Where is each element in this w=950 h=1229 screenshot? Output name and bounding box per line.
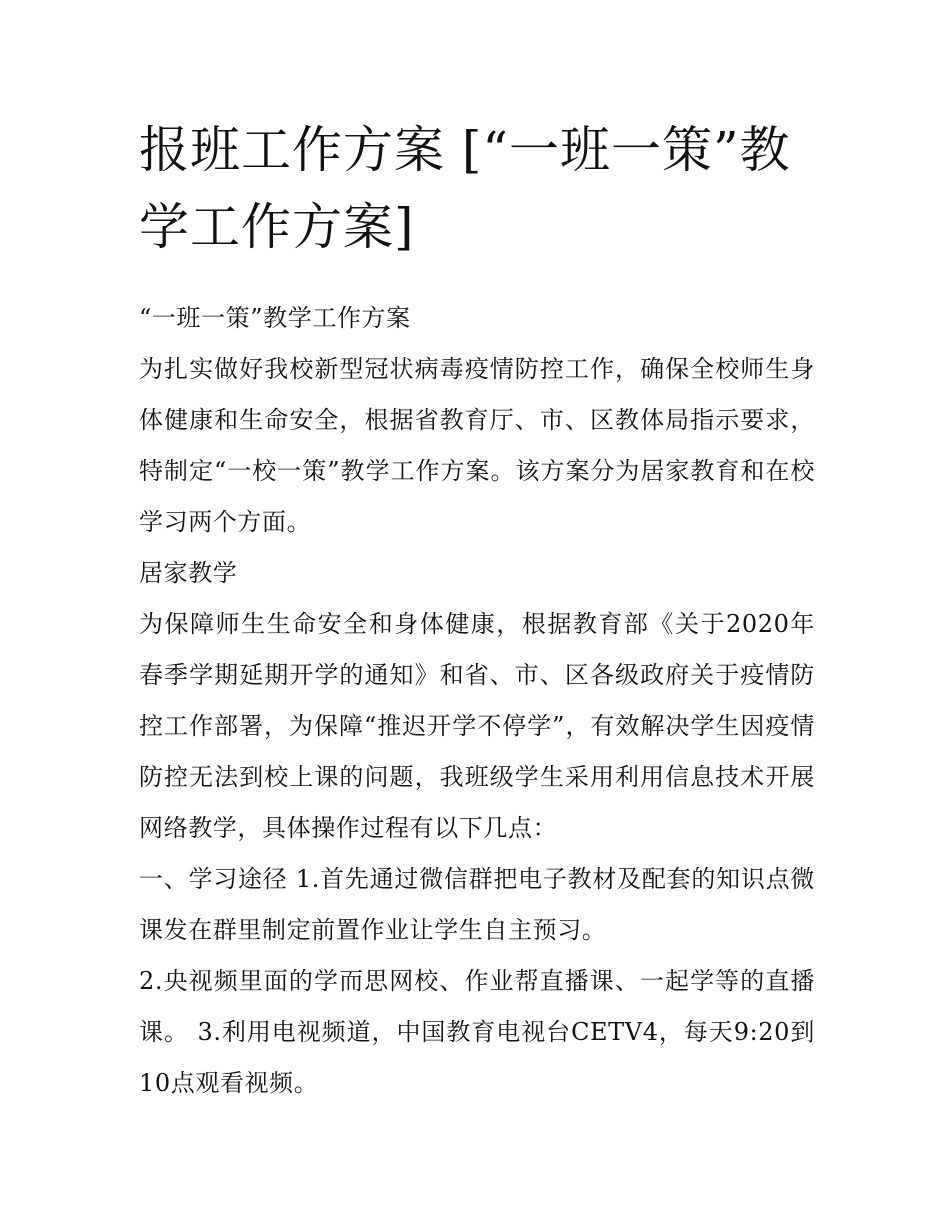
intro-paragraph: 为扎实做好我校新型冠状病毒疫情防控工作，确保全校师生身体健康和生命安全，根据省教育厅、市、区教体局指示要求，特制定“一校一策”教学工作方案。该方案分为居家教育和在校学习两个方面。	[139, 355, 815, 536]
home-teaching-paragraph: 为保障师生生命安全和身体健康，根据教育部《关于2020年春季学期延期开学的通知》和省、市、区各级政府关于疫情防控工作部署，为保障“推迟开学不停学”，有效解决学生因疫情防控无法到校上课的问题，我班级学生采用利用信息技术开展网络教学，具体操作过程有以下几点：	[139, 610, 815, 842]
section-heading-home-teaching: 居家教学	[139, 559, 238, 587]
document-title: 报班工作方案 [“一班一策”教学工作方案]	[139, 121, 791, 256]
learning-channels-paragraph: 一、学习途径 1.首先通过微信群把电子教材及配套的知识点微课发在群里制定前置作业让学生自主预习。	[139, 865, 815, 944]
live-courses-paragraph: 2.央视频里面的学而思网校、作业帮直播课、一起学等的直播课。 3.利用电视频道，中国教育电视台CETV4，每天9:20到10点观看视频。	[139, 967, 815, 1097]
document-page	[139, 112, 815, 1109]
document-body	[139, 293, 815, 1109]
subtitle-paragraph: “一班一策”教学工作方案	[139, 304, 411, 332]
